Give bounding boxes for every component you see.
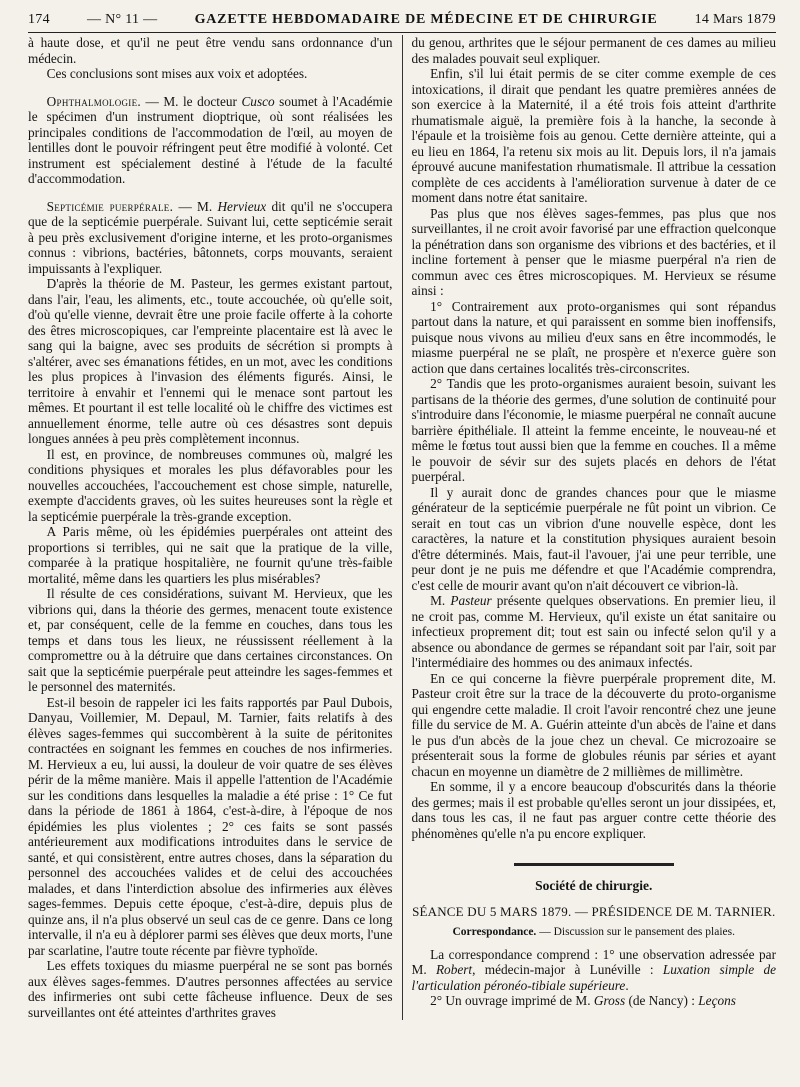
section-label: Septicémie puerpérale. <box>46 198 174 214</box>
two-columns <box>28 35 776 1020</box>
session-heading: SÉANCE DU 5 MARS 1879. — PRÉSIDENCE DE M. TARNIER. <box>412 903 776 919</box>
paragraph: du genou, arthrites que le séjour permanent de ces dames au milieu des malades pouvait seul expliquer. <box>411 35 776 66</box>
section-label: Ophthalmologie. <box>46 93 142 109</box>
society-title: Société de chirurgie. <box>535 878 653 893</box>
paragraph: Pas plus que nos élèves sages-femmes, pas plus que nos surveillantes, il ne croit avoir favorisé par une effraction quelconque la pénétration dans son organisme des vibrions et des bactéries, et il incline fortement à penser que le miasme puerpéral n'a rien de commun avec ces êtres microscopiques. M. Hervieux se résume ainsi : <box>411 205 776 298</box>
author-name: Gross <box>593 993 626 1008</box>
journal-title: GAZETTE HEBDOMADAIRE DE MÉDECINE ET DE CHIRURGIE <box>194 12 658 27</box>
author-name: Cusco <box>241 93 275 109</box>
paragraph: Les effets toxiques du miasme puerpéral ne se sont pas bornés aux élèves sages-femmes. D'autres personnes affectées au service des infirmeries ont subi cette fâcheuse influence. Deux de ses surveillantes ont été atteintes d'arthrites graves <box>28 958 393 1020</box>
paragraph: En somme, il y a encore beaucoup d'obscurités dans la théorie des germes; mais il est probable qu'elles seront un jour dissipées, et, dans tous les cas, il ne faut pas arguer contre cette théorie des phénomènes qu'elle n'a pu encore expliquer. <box>411 779 776 841</box>
paragraph: En ce qui concerne la fièvre puerpérale proprement dite, M. Pasteur croit être sur la trace de la découverte du proto-organisme qui engendre cette maladie. Il croit l'avoir rencontré chez une jeune fille du service de M. A. Guérin atteinte d'un abcès de l'aine et dans le pus d'un abcès de la joue chez un cheval. Ce microzoaire se présenterait sous la forme de globules réunis par séries et ayant chacun en moyenne un diamètre de 2 millièmes de millimètre. <box>411 670 776 779</box>
section-divider <box>514 863 674 866</box>
paragraph: A Paris même, où les épidémies puerpérales ont atteint des proportions si terribles, qui ne sait que la pratique de la ville, comparée à la pratique hospitalière, ne fournit qu'une très-faible mortalité, même dans les quartiers les plus misérables? <box>28 524 393 586</box>
ophthalmology-paragraph: Ophthalmologie. — M. le docteur Cusco soumet à l'Académie le spécimen d'un instrument dioptrique, où sont réalisées les principales conditions de l'accommodation de l'œil, au moyen de lentilles dont le pouvoir réfringent peut être modifié à volonté. Cet instrument est spécialement destiné à l'étude de la faculté d'accommodation. <box>28 93 393 186</box>
paragraph: 1° Contrairement aux proto-organismes qui sont répandus partout dans la nature, et qui paraissent en somme bien inoffensifs, puisque nous vivons au milieu d'eux sans en être incommodés, le miasme puerpéral ne se plaît, ne prospère et n'exerce guère son action que dans certaines localités très-circonscrites. <box>411 298 776 376</box>
author-name: Robert <box>435 962 473 977</box>
paragraph: Il résulte de ces considérations, suivant M. Hervieux, que les vibrions qui, dans la théorie des germes, menacent toute existence et, par conséquent, celle de la femme en couches, dans tous les temps et dans tous les lieux, ne réussissent réellement à la compromettre ou à la détruire que dans certaines circonstances. On sait que la septicémie puerpérale peut atteindre les sages-femmes et le personnel des maternités. <box>28 586 393 694</box>
paragraph: Enfin, s'il lui était permis de se citer comme exemple de ces intoxications, il dirait que pendant les quatre premières années de son exercice à la Maternité, il a été trois fois atteint d'arthrite rhumatismale aiguë, la première fois à la hanche, la seconde à l'épaule et la troisième fois au genou. Cette dernière atteinte, qui a eu lieu en 1864, l'a retenu six mois au lit. Depuis lors, il n'a jamais éprouvé aucune manifestation rhumatismale. Il attribue la cessation complète de ces accidents à l'amélioration survenue à dater de ce moment dans notre état sanitaire. <box>411 66 776 205</box>
author-name: Pasteur <box>450 593 492 608</box>
paragraph: D'après la théorie de M. Pasteur, les germes existant partout, dans l'air, l'eau, les aliments, etc., toute accouchée, où qu'elle soit, d'où qu'elle vienne, devrait être une proie facile offerte à la cohorte des êtres microscopiques, car l'empreinte placentaire est là avec le sang qui la baigne, avec ses produits de sécrétion si prompts à s'altérer, avec ses émanations fétides, en un mot, avec les conditions les plus propices à l'invasion des éléments figurés. Ainsi, le territoire à envahir et l'ennemi qui le menace sont partout les mêmes. Et pourtant il est telle localité où le chiffre des victimes est annuellement énorme, telle autre où ces désastres sont depuis longues années à peu près complètement inconnus. <box>28 276 393 446</box>
issue-date: 14 Mars 1879 <box>694 12 776 27</box>
paragraph: Il y aurait donc de grandes chances pour que le miasme générateur de la septicémie puerpérale ne fût point un vibrion. Ce serait en tout cas un vibrion d'une nouvelle espèce, dont les caractères, la nature et la constitution physiques auraient besoin d'être déterminés. Mais, faut-il l'avouer, j'ai une peur terrible, une peur dont je ne puis me défendre et que l'Académie comprendra, c'est celle de mourir avant qu'on n'ait découvert ce vibrion-là. <box>411 484 776 593</box>
correspondence-subheading: Correspondance. — Discussion sur le pansement des plaies. <box>452 926 735 938</box>
right-column <box>402 35 777 1020</box>
paragraph: Est-il besoin de rappeler ici les faits rapportés par Paul Dubois, Danyau, Voillemier, M. Depaul, M. Tarnier, faits relatifs à des élèves sages-femmes qui succombèrent à la suite de péritonites contractées en soignant les femmes en couches de nos infirmeries. M. Hervieux a eu, lui aussi, la douleur de voir quatre de ses élèves périr de la même manière. Mais il appelle l'attention de l'Académie sur les conditions dans lesquelles la maladie a été prise : 1° Ce fut dans la période de 1861 à 1864, c'est-à-dire, à l'époque de nos épidémies les plus violentes ; 2° ces faits se sont passés antérieurement aux modifications introduites dans le service de santé, et qui consistèrent, entre autres choses, dans la séparation du personnel des accouchées valides et de celui des accouchées malades, et dans l'interdiction absolue des infirmeries aux élèves sages-femmes. Depuis cette époque, c'est-à-dire, depuis plus de quinze ans, il n'a plus observé un seul cas de ce genre. Dans ce long intervalle, il n'a eu à déplorer parmi ses élèves que deux morts, l'une par scarlatine, l'autre toute récente par fièvre typhoïde. <box>28 694 393 958</box>
work-title: Leçons <box>698 993 736 1008</box>
correspondence-item: La correspondance comprend : 1° une observation adressée par M. Robert, médecin-major à Lunéville : Luxation simple de l'articulation péronéo-tibiale supérieure. <box>411 946 776 993</box>
paragraph: à haute dose, et qu'il ne peut être vendu sans ordonnance d'un médecin. <box>28 35 393 66</box>
paragraph: Ces conclusions sont mises aux voix et adoptées. <box>46 66 308 81</box>
work-title: Luxation simple de l'articulation péronéo-tibiale supérieure <box>411 962 776 993</box>
paragraph: Il est, en province, de nombreuses communes où, malgré les conditions physiques et morales les plus défavorables pour les nouvelles accouchées, l'accouchement est chose simple, naturelle, exempte d'accidents graves, où les suites heureuses sont la règle et la septicémie puerpérale la très-grande exception. <box>28 446 393 524</box>
paragraph: 2° Tandis que les proto-organismes auraient besoin, suivant les partisans de la théorie des germes, d'une solution de continuité pour s'introduire dans l'économie, le miasme puerpéral ne connaît aucune barrière épithéliale. Il atteint la femme enceinte, le nouveau-né et même le fœtus tout aussi bien que la femme en couches. Il a même le pouvoir de sévir sur des sujets placés en dehors de l'état puerpéral. <box>411 376 776 484</box>
page-header <box>28 8 776 33</box>
page-number: 174 <box>28 12 50 27</box>
pasteur-paragraph: M. Pasteur présente quelques observations. En premier lieu, il ne croit pas, comme M. Hervieux, qu'il existe un état sanitaire ou infectieux proprement dit; tout est sain ou infecté selon qu'il y a absence ou abondance de germes se répandant soit par l'air, soit par l'intermédiaire des hommes ou des animaux infectés. <box>411 593 776 670</box>
issue-number: — N° 11 — <box>87 12 158 27</box>
correspondence-item: 2° Un ouvrage imprimé de M. Gross (de Nancy) : Leçons <box>430 993 736 1008</box>
author-name: Hervieux <box>217 198 267 214</box>
septicemia-paragraph: Septicémie puerpérale. — M. Hervieux dit qu'il ne s'occupera que de la septicémie puerpérale. Suivant lui, cette septicémie serait à peu près exclusivement d'origine interne, et les proto-organismes connus : vibrions, bactéries, bâtonnets, corps mouvants, seraient impuissants à l'expliquer. <box>28 198 393 276</box>
left-column <box>28 35 402 1020</box>
